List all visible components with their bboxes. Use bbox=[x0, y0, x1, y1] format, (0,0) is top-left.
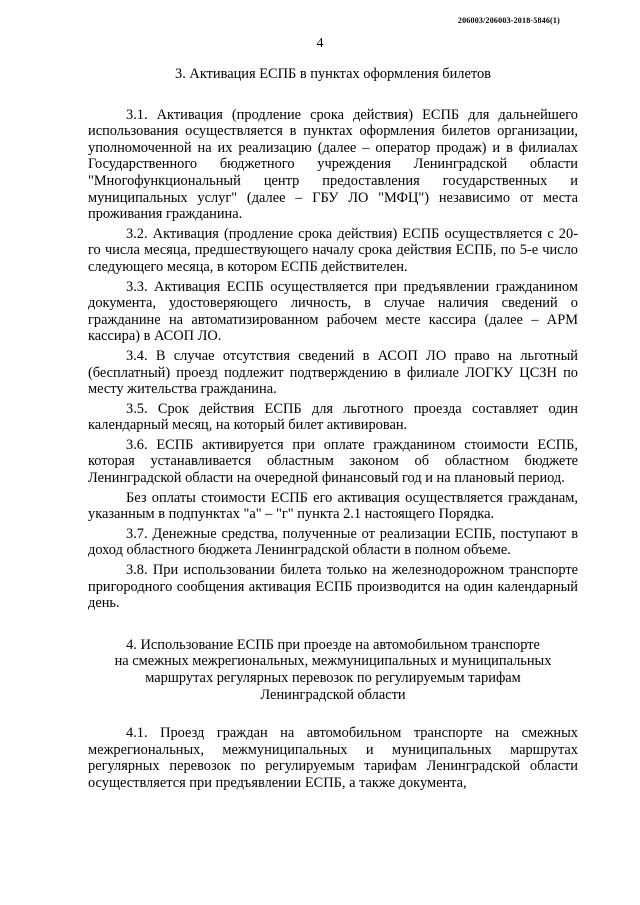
paragraph-3-6-note: Без оплаты стоимости ЕСПБ его активация осуществляется гражданам, указанным в подпунктах "а" – "г" пункта 2.1 настоящего Порядка. bbox=[88, 489, 578, 523]
section-4-title-line: маршрутах регулярных перевозок по регулируемым тарифам bbox=[145, 670, 521, 686]
section-3-title: 3. Активация ЕСПБ в пунктах оформления билетов bbox=[175, 66, 491, 82]
paragraph-3-5: 3.5. Срок действия ЕСПБ для льготного проезда составляет один календарный месяц, на который билет активирован. bbox=[88, 400, 578, 434]
paragraph-4-1: 4.1. Проезд граждан на автомобильном транспорте на смежных межрегиональных, межмуниципальных и муниципальных маршрутах регулярных перевозок по регулируемым тарифам Ленинградской области осуществляется при предъявлении ЕСПБ, а также документа, bbox=[88, 725, 578, 791]
paragraph-3-3: 3.3. Активация ЕСПБ осуществляется при предъявлении гражданином документа, удостоверяющего личность, в случае наличия сведений о гражданине на автоматизированном рабочем месте кассира (далее – АРМ кассира) в АСОП ЛО. bbox=[88, 278, 578, 345]
section-4-title bbox=[88, 637, 578, 703]
document-body bbox=[88, 58, 578, 795]
document-id: 206003/206003-2018-5846(1) bbox=[457, 16, 560, 25]
paragraph-3-4: 3.4. В случае отсутствия сведений в АСОП ЛО право на льготный (бесплатный) проезд подлежит подтверждению в филиале ЛОГКУ ЦСЗН по месту жительства гражданина. bbox=[88, 347, 578, 398]
section-4-title-line: на смежных межрегиональных, межмуниципальных и муниципальных bbox=[114, 653, 552, 670]
page-number: 4 bbox=[316, 36, 324, 51]
paragraph-3-7: 3.7. Денежные средства, полученные от реализации ЕСПБ, поступают в доход областного бюджета Ленинградской области в полном объеме. bbox=[88, 525, 578, 559]
section-4-title-line: 4. Использование ЕСПБ при проезде на автомобильном транспорте bbox=[126, 636, 540, 653]
paragraph-3-2: 3.2. Активация (продление срока действия) ЕСПБ осуществляется с 20-го числа месяца, предшествующего началу срока действия ЕСПБ, по 5-е число следующего месяца, в котором ЕСПБ действителен. bbox=[88, 225, 578, 275]
paragraph-3-1: 3.1. Активация (продление срока действия) ЕСПБ для дальнейшего использования осуществляется в пунктах оформления билетов организации, уполномоченной на их реализацию (далее – оператор продаж) и в филиалах Государственного бюджетного учреждения Ленинградской области "Многофункциональный центр предоставления государственных и муниципальных услуг" (далее – ГБУ ЛО "МФЦ") независимо от места проживания гражданина. bbox=[88, 106, 578, 223]
paragraph-3-8: 3.8. При использовании билета только на железнодорожном транспорте пригородного сообщения активация ЕСПБ производится на один календарный день. bbox=[88, 562, 578, 612]
paragraph-3-6: 3.6. ЕСПБ активируется при оплате гражданином стоимости ЕСПБ, которая устанавливается областным законом об областном бюджете Ленинградской области на очередной финансовый год и на плановый период. bbox=[88, 436, 578, 487]
section-4-title-line: Ленинградской области bbox=[260, 686, 406, 703]
